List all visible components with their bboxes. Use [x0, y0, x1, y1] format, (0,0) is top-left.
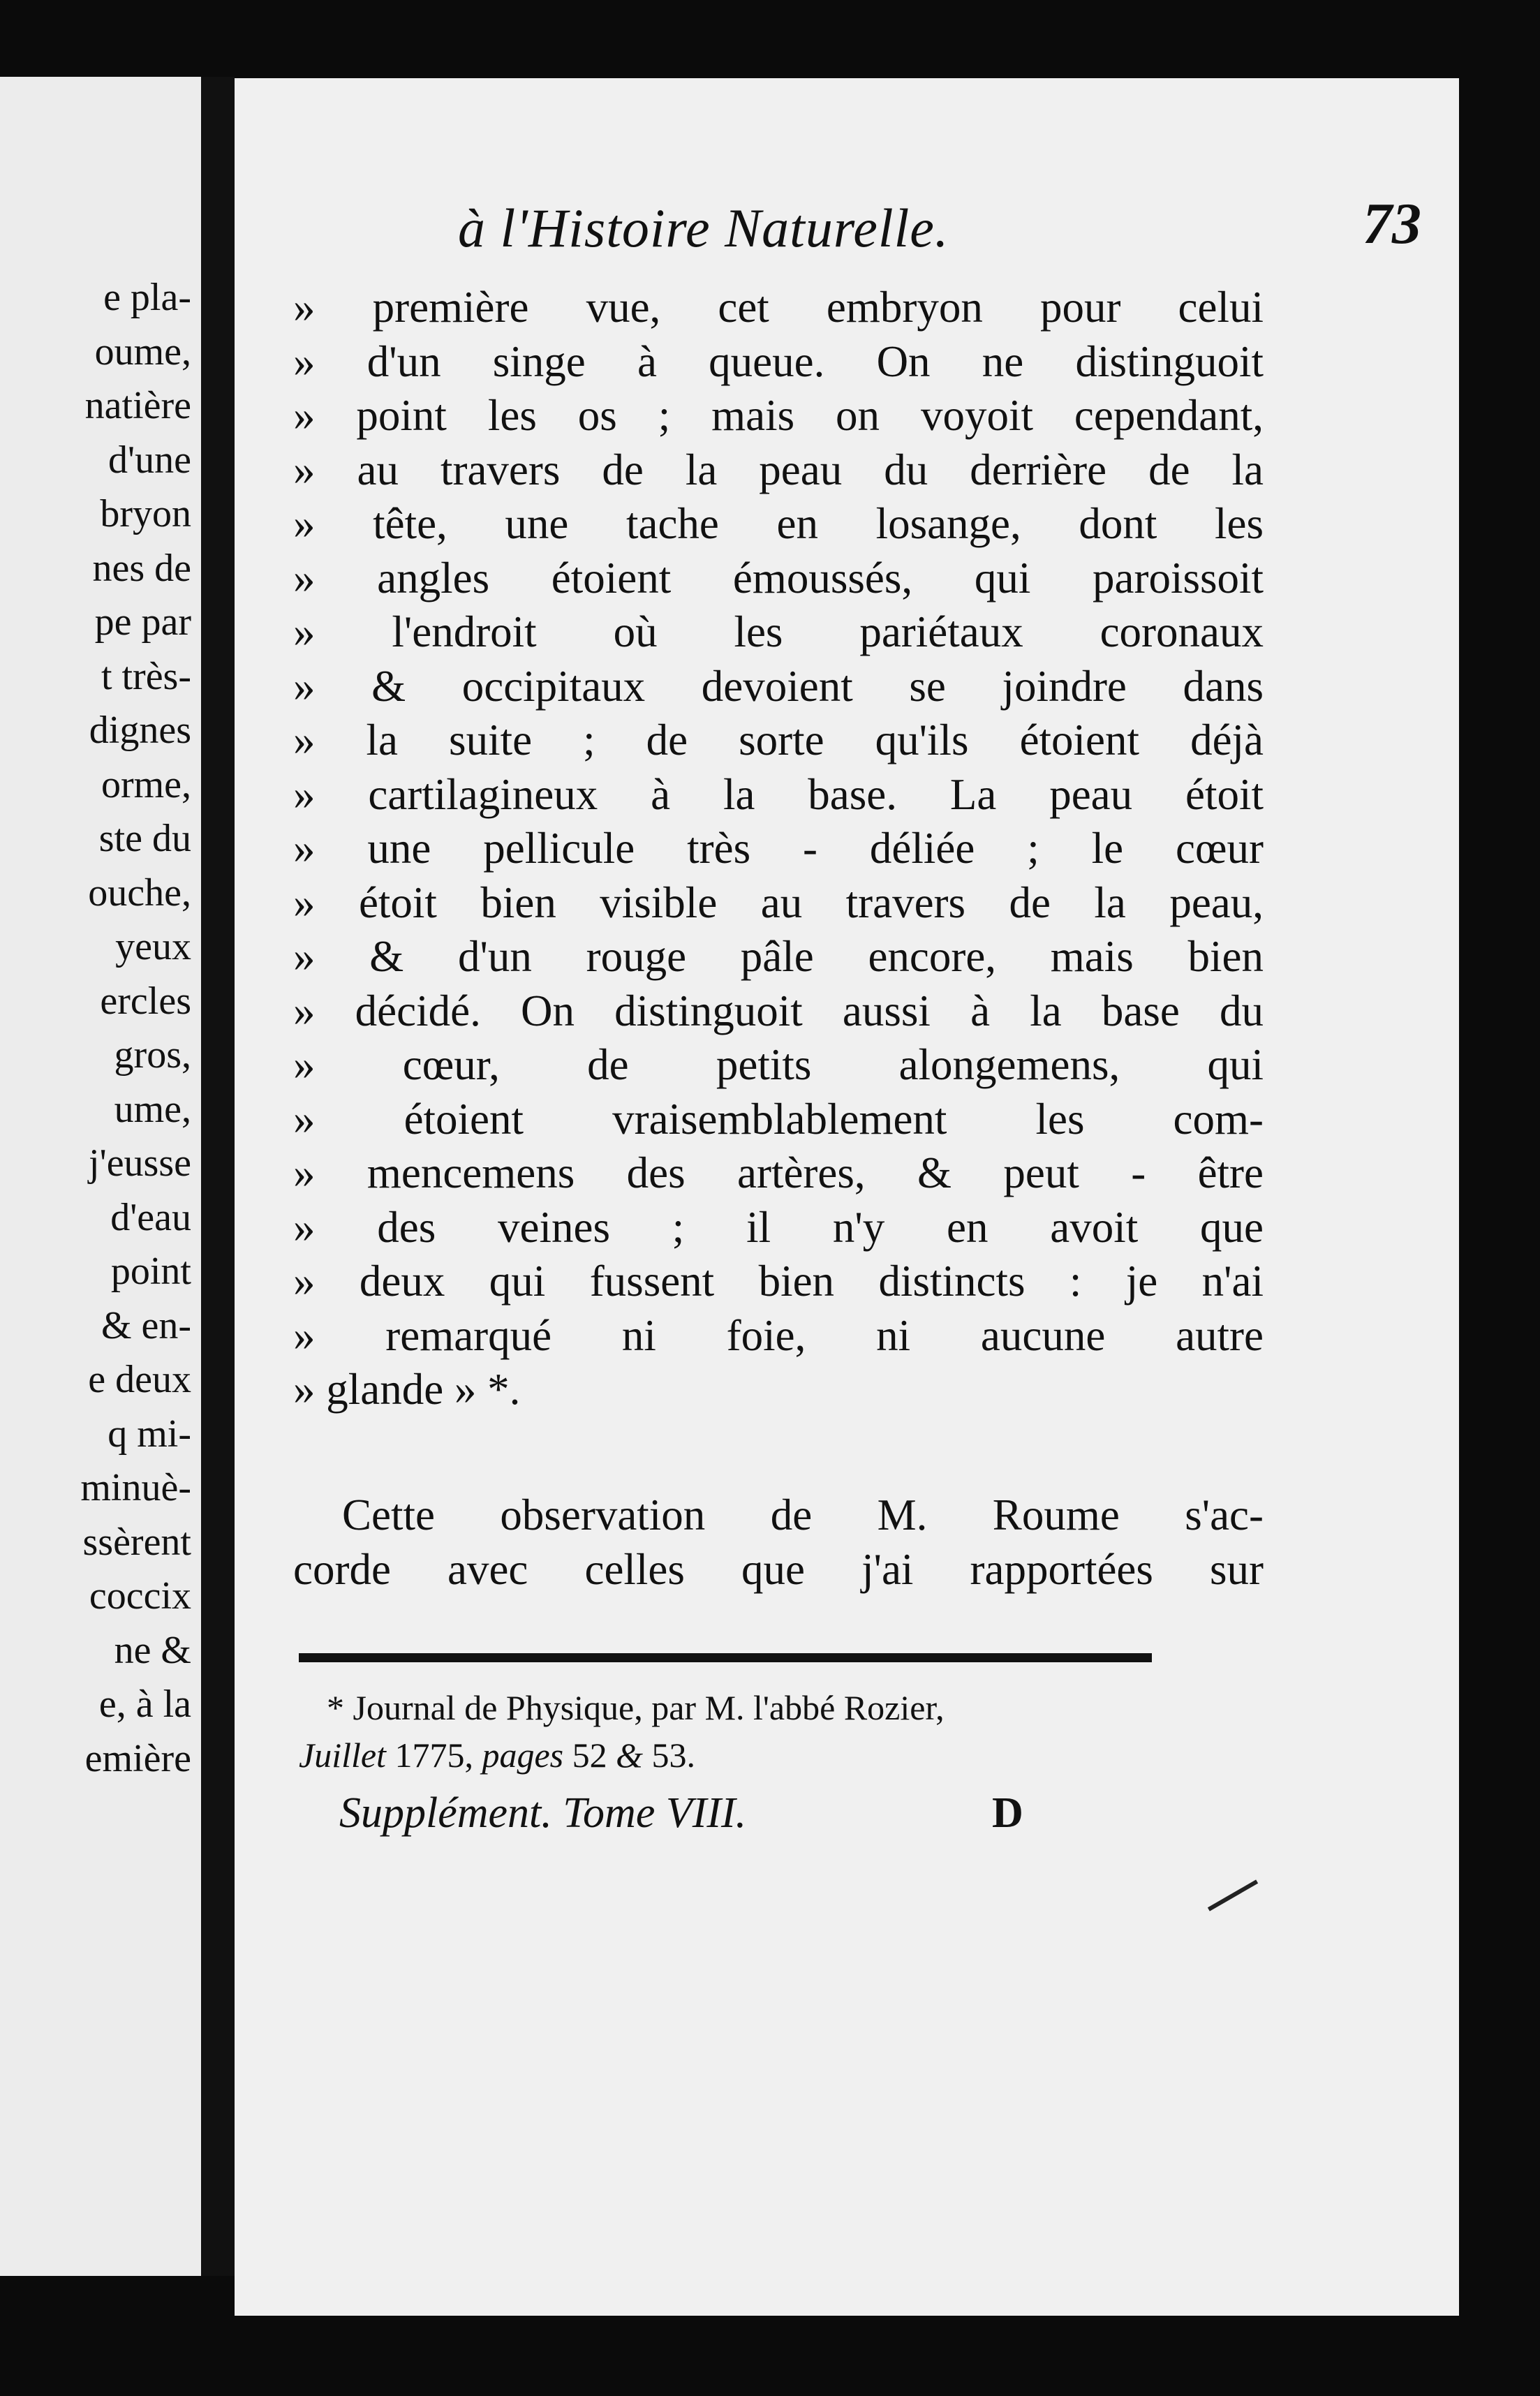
left-line: e pla-: [103, 276, 191, 319]
page-header: [458, 190, 1421, 274]
text-line: » étoit bien visible au travers de la peau,: [293, 878, 1264, 927]
footnote-line: * Journal de Physique, par M. l'abbé Rozier,: [327, 1688, 945, 1727]
left-line: pe par: [94, 600, 191, 644]
left-line: minuè-: [80, 1466, 191, 1509]
footnote-page-a: 52: [563, 1736, 616, 1775]
text-line: Cette observation de M. Roume s'ac-: [342, 1491, 1264, 1539]
text-line: » remarqué ni foie, ni aucune autre: [293, 1310, 1264, 1360]
left-line: ste du: [98, 817, 191, 860]
footnote-pages-label: pages: [482, 1736, 564, 1775]
left-line: nes de: [92, 546, 191, 590]
text-line: » décidé. On distinguoit aussi à la base du: [293, 986, 1264, 1035]
footnote-year: 1775,: [385, 1736, 482, 1775]
footnote-page-b: 53.: [643, 1736, 696, 1775]
text-line: » première vue, cet embryon pour celui: [293, 283, 1264, 332]
left-line: bryon: [100, 492, 191, 535]
right-page: [235, 78, 1459, 2316]
left-line: d'eau: [110, 1195, 191, 1239]
left-line: ercles: [100, 979, 191, 1023]
text-line: » au travers de la peau du derrière de la: [293, 445, 1264, 494]
footnote-rule: [299, 1653, 1152, 1662]
text-line: » l'endroit où les pariétaux coronaux: [293, 607, 1264, 656]
pen-stroke-mark: [1208, 1879, 1258, 1911]
footnote-line: [299, 1731, 1276, 1779]
left-line: e deux: [88, 1358, 191, 1401]
quoted-passage: [293, 281, 1264, 1417]
left-line: e, à la: [98, 1683, 191, 1726]
footnote: [299, 1684, 1276, 1779]
text-line: » point les os ; mais on voyoit cependant,: [293, 391, 1264, 440]
left-line: t très-: [101, 654, 191, 698]
left-line: point: [110, 1250, 191, 1293]
left-line: yeux: [115, 925, 191, 968]
left-line: ume,: [114, 1087, 191, 1131]
left-page: [0, 77, 201, 2276]
left-line: ne &: [114, 1628, 191, 1672]
left-line: q mi-: [108, 1412, 191, 1456]
text-line: » la suite ; de sorte qu'ils étoient déjà: [293, 716, 1264, 764]
left-line: ouche,: [88, 871, 191, 915]
text-line: » glande » *.: [293, 1365, 521, 1414]
book-gutter: [201, 77, 235, 2276]
text-line: » mencemens des artères, & peut - être: [293, 1148, 1264, 1197]
left-line: orme,: [101, 762, 191, 806]
signature-line: Supplément. Tome VIII.: [339, 1789, 747, 1837]
text-line: » tête, une tache en losange, dont les: [293, 499, 1264, 548]
text-line: » angles étoient émoussés, qui paroissoit: [293, 553, 1264, 602]
left-page-text: [80, 271, 191, 1786]
left-line: gros,: [114, 1033, 191, 1077]
left-line: ssèrent: [82, 1520, 191, 1564]
left-line: emière: [84, 1736, 191, 1780]
page-number: 73: [1363, 191, 1421, 256]
text-line: » des veines ; il n'y en avoit que: [293, 1202, 1264, 1252]
text-line: » d'un singe à queue. On ne distinguoit: [293, 337, 1264, 386]
footnote-ampersand: &: [616, 1736, 644, 1775]
text-line: » cartilagineux à la base. La peau étoit: [293, 769, 1264, 819]
text-line: » cœur, de petits alongemens, qui: [293, 1040, 1264, 1089]
text-line: » & occipitaux devoient se joindre dans: [293, 661, 1264, 711]
signature-mark: D: [992, 1789, 1023, 1837]
left-line: dignes: [89, 709, 191, 752]
left-line: d'une: [108, 438, 191, 482]
text-line: » & d'un rouge pâle encore, mais bien: [293, 932, 1264, 981]
text-line: » une pellicule très - déliée ; le cœur: [293, 824, 1264, 873]
footnote-month: Juillet: [299, 1736, 386, 1775]
left-line: j'eusse: [89, 1141, 191, 1185]
left-line: oume,: [94, 330, 191, 374]
paragraph: [293, 1488, 1264, 1597]
running-head: à l'Histoire Naturelle.: [458, 198, 949, 258]
text-line: » deux qui fussent bien distincts : je n'ai: [293, 1257, 1264, 1306]
text-line: » étoient vraisemblablement les com-: [293, 1094, 1264, 1144]
text-line: corde avec celles que j'ai rapportées sur: [293, 1544, 1264, 1594]
left-line: natière: [84, 384, 191, 427]
left-line: coccix: [89, 1574, 191, 1618]
left-line: & en-: [101, 1303, 191, 1347]
